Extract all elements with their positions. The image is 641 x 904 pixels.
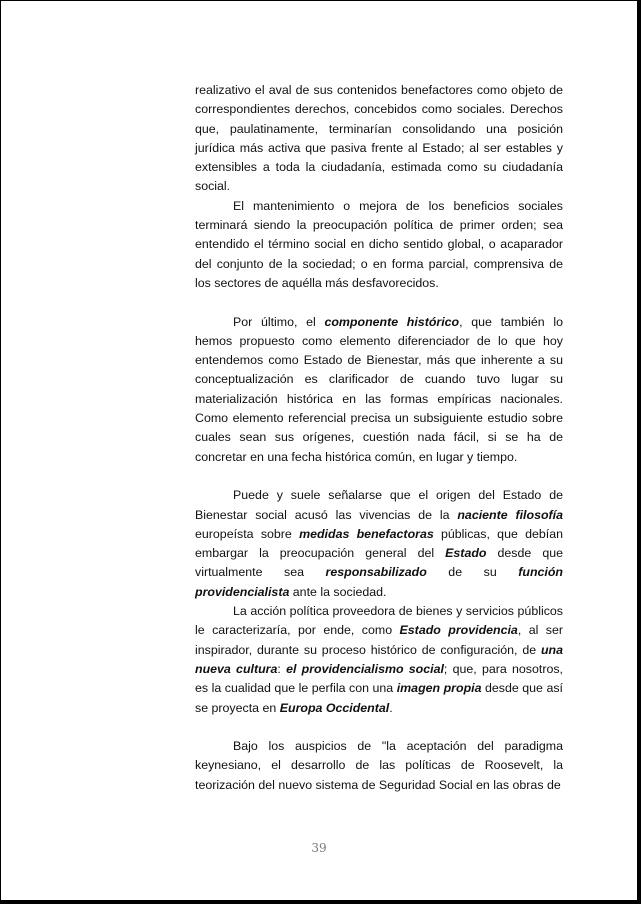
paragraph-gap [195,467,563,486]
emphasis: imagen propia [396,681,482,696]
emphasis: componente histórico [324,314,460,329]
emphasis: función providencialista [195,565,563,599]
paragraph [195,313,563,467]
text-run: . [389,700,393,715]
text-run: Puede y suele señalarse que el origen del Estado de Bienestar social acusó las vivencias de la [195,488,563,522]
paragraph [195,486,563,602]
paragraph-gap [195,293,563,312]
emphasis: Estado [445,546,487,561]
emphasis: Estado providencia [399,623,518,638]
paragraph: El mantenimiento o mejora de los beneficios sociales terminará siendo la preocupación política de primer orden; sea entendido el término social en dicho sentido global, o acaparador del conjunto de la sociedad; o en forma parcial, comprensiva de los sectores de aquélla más desfavorecidos. [195,198,563,290]
page-number: 39 [311,841,327,855]
paragraph [195,602,563,718]
emphasis: Europa Occidental [279,700,390,715]
emphasis: el providencialismo social [286,661,444,676]
emphasis: naciente filosofía [457,507,563,522]
paragraph-gap [195,718,563,737]
text-run: desde que virtualmente sea [195,546,563,580]
paragraph: Bajo los auspicios de "la aceptación del paradigma keynesiano, el desarrollo de las políticas de Roosevelt, la teorización del nuevo sistema de Seguridad Social en las obras de [195,739,563,792]
text-run: ; que, para nosotros, es la cualidad que le perfila con una [195,661,563,696]
emphasis: una nueva cultura [195,642,563,676]
body-text [195,81,563,795]
text-run: europeísta sobre [195,526,300,541]
paragraph: realizativo el aval de sus contenidos benefactores como objeto de correspondientes derechos, concebidos como sociales. Derechos que, paulatinamente, terminarían consolidando una posición jurídica más activa que pasiva frente al Estado; al ser estables y extensibles a toda la ciudadanía, estimada como su ciudadanía social. [195,83,563,194]
emphasis: responsabilizado [325,565,427,580]
text-run: ante la sociedad. [289,584,387,599]
text-run: de su [426,565,519,580]
text-run: , que también lo hemos propuesto como elemento diferenciador de lo que hoy entendemos como Estado de Bienestar, más que inherente a su conceptualización es clarificador de cuando tuvo lugar su materialización histórica en las formas empíricas nacionales. Como elemento referencial precisa un subsiguiente estudio sobre cuales sean sus orígenes, cuestión nada fácil, si se ha de concretar en una fecha histórica común, en lugar y tiempo. [195,314,563,464]
text-run: , al ser inspirador, durante su proceso histórico de configuración, de [195,623,563,657]
emphasis: medidas benefactoras [299,526,434,541]
text-run: Por último, el [233,314,325,329]
text-run: desde que así se proyecta en [195,681,563,715]
text-run: públicas, que debían embargar la preocupación general del [195,526,564,561]
text-run: La acción política proveedora de bienes y servicios públicos le caracterizaría, por ende, como [195,604,563,638]
text-run: : [277,661,287,676]
